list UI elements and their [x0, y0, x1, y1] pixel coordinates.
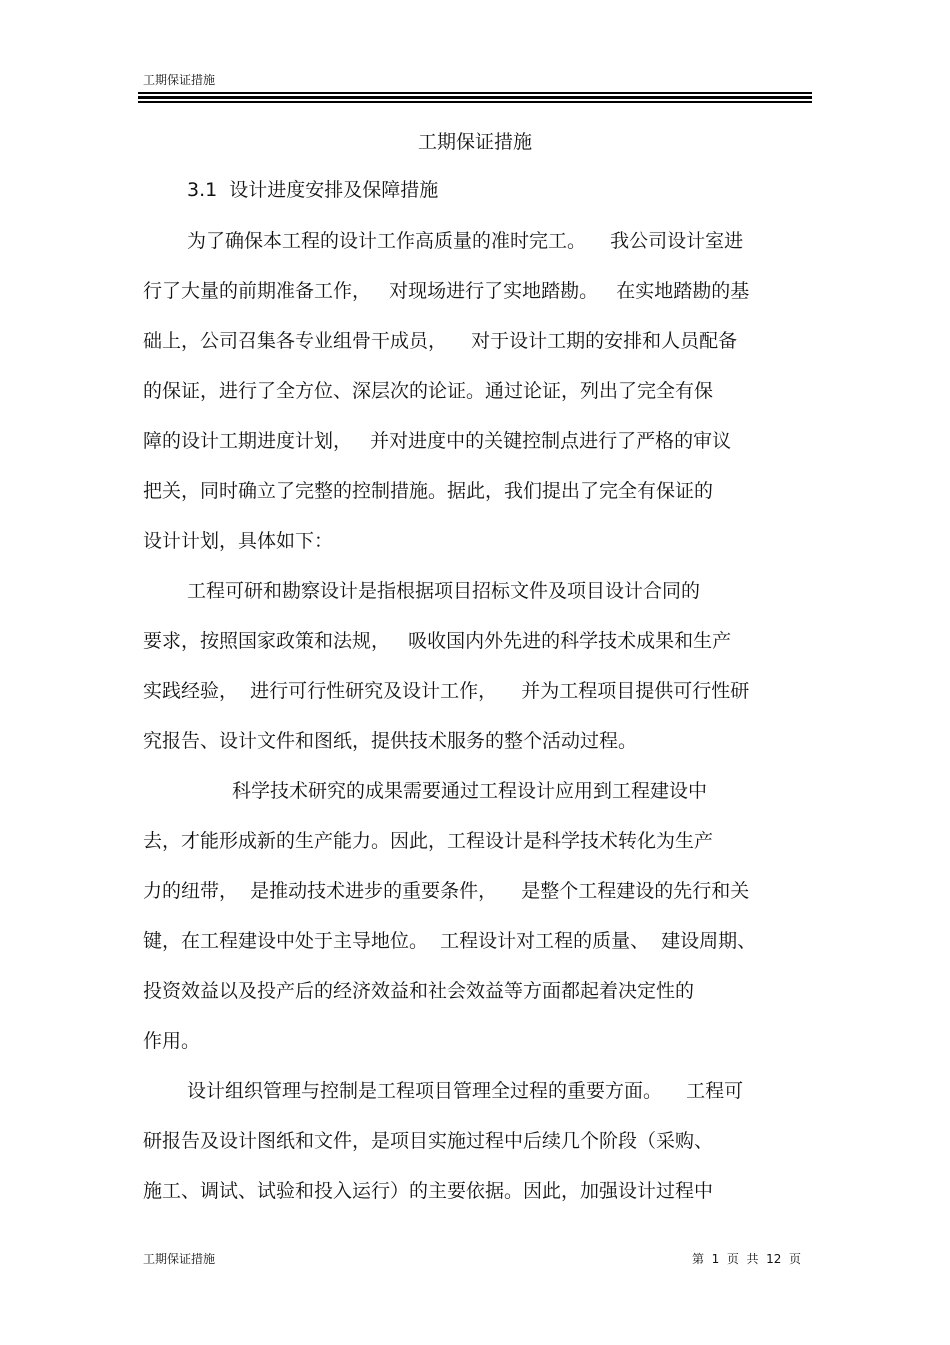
body-line: 实践经验， 进行可行性研究及设计工作， 并为工程项目提供可行性研	[143, 680, 750, 702]
body-line: 础上，公司召集各专业组骨干成员， 对于设计工期的安排和人员配备	[143, 330, 738, 352]
body-line: 投资效益以及投产后的经济效益和社会效益等方面都起着决定性的	[143, 980, 695, 1002]
running-header: 工期保证措施	[143, 73, 216, 87]
body-line: 设计计划，具体如下：	[143, 530, 334, 552]
header-rule-middle	[138, 96, 812, 99]
body-line: 作用。	[143, 1030, 201, 1052]
footer-title: 工期保证措施	[143, 1252, 216, 1266]
header-rule-bottom	[138, 101, 812, 103]
body-line: 科学技术研究的成果需要通过工程设计应用到工程建设中	[232, 780, 708, 802]
body-line: 力的纽带， 是推动技术进步的重要条件， 是整个工程建设的先行和关	[143, 880, 750, 902]
page-number: 第 1 页 共 12 页	[692, 1252, 802, 1266]
body-line: 究报告、设计文件和图纸，提供技术服务的整个活动过程。	[143, 730, 638, 752]
body-line: 为了确保本工程的设计工作高质量的准时完工。 我公司设计室进	[187, 230, 744, 252]
body-line: 障的设计工期进度计划， 并对进度中的关键控制点进行了严格的审议	[143, 430, 732, 452]
section-heading: 3.1 设计进度安排及保障措施	[187, 179, 439, 201]
body-line: 研报告及设计图纸和文件，是项目实施过程中后续几个阶段（采购、	[143, 1130, 714, 1152]
body-line: 要求，按照国家政策和法规， 吸收国内外先进的科学技术成果和生产	[143, 630, 732, 652]
body-line: 键，在工程建设中处于主导地位。 工程设计对工程的质量、 建设周期、	[143, 930, 757, 952]
document-title: 工期保证措施	[417, 131, 532, 153]
body-line: 把关，同时确立了完整的控制措施。据此，我们提出了完全有保证的	[143, 480, 714, 502]
body-line: 的保证，进行了全方位、深层次的论证。通过论证，列出了完全有保	[143, 380, 714, 402]
body-line: 工程可研和勘察设计是指根据项目招标文件及项目设计合同的	[187, 580, 701, 602]
body-line: 去，才能形成新的生产能力。因此，工程设计是科学技术转化为生产	[143, 830, 714, 852]
header-rule-top	[138, 92, 812, 94]
body-line: 设计组织管理与控制是工程项目管理全过程的重要方面。 工程可	[187, 1080, 744, 1102]
body-line: 施工、调试、试验和投入运行）的主要依据。因此，加强设计过程中	[143, 1180, 714, 1202]
body-line: 行了大量的前期准备工作， 对现场进行了实地踏勘。 在实地踏勘的基	[143, 280, 750, 302]
